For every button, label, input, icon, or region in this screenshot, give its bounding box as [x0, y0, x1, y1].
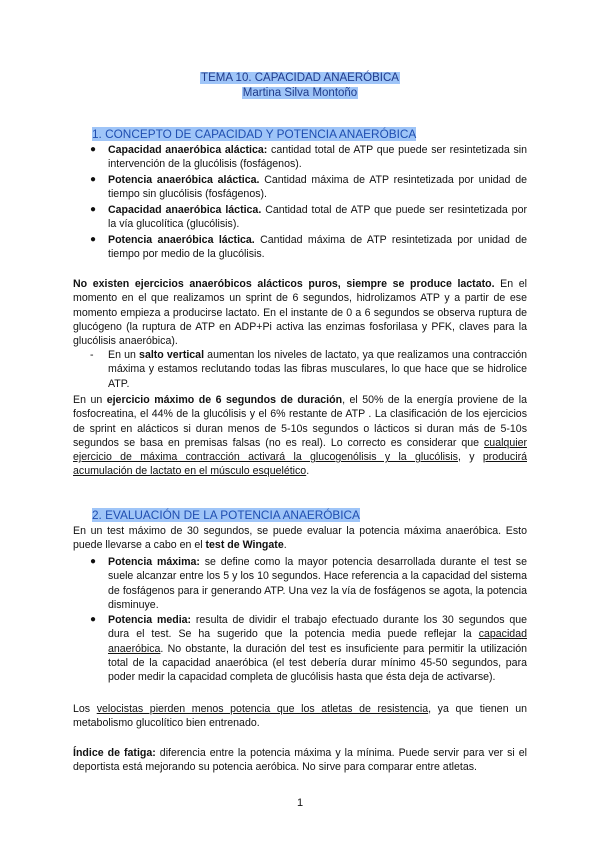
list-item: ● Potencia anaeróbica aláctica. Cantidad máxima de ATP resintetizada por unidad de tiempo sin glucólisis (fosfágenos).	[90, 174, 527, 201]
bullet-icon: ●	[90, 174, 97, 185]
list-item-dash: - En un salto vertical aumentan los niveles de lactato, ya que realizamos una contracción máxima y estamos reclutando todas las fibras musculares, lo que hace que se hidrolice ATP.	[90, 349, 527, 390]
bullet-icon: ●	[90, 144, 97, 155]
section-heading-1: 1. CONCEPTO DE CAPACIDAD Y POTENCIA ANAERÓBICA	[92, 127, 417, 141]
paragraph-velocistas: Los velocistas pierden menos potencia que los atletas de resistencia, ya que tienen un metabolismo glucolítico bien entrenado.	[73, 703, 527, 730]
list-item: ● Potencia media: resulta de dividir el trabajo efectuado durante los 30 segundos que dura el test. Se ha sugerido que la potencia media puede reflejar la capacidad anaeróbica. No obstante, la duración del test es insuficiente para permitir la utilización total de la capacidad anaeróbica (el test debería durar mínimo 45-50 segundos, para poder medir la capacidad completa de glucólisis hasta que ésta deja de activarse).	[90, 614, 528, 684]
page-number: 1	[296, 797, 304, 809]
bullet-icon: ●	[90, 556, 97, 567]
bullet-icon: ●	[90, 614, 97, 625]
list-item: ● Capacidad anaeróbica láctica. Cantidad total de ATP que puede ser resintetizada por la vía glucolítica (glucólisis).	[90, 204, 527, 231]
paragraph-intro-wingate: En un test máximo de 30 segundos, se puede evaluar la potencia máxima anaeróbica. Esto puede llevarse a cabo en el test de Wingate.	[73, 525, 527, 552]
dash-marker: -	[90, 349, 94, 361]
bullet-icon: ●	[90, 204, 97, 215]
list-item: ● Potencia máxima: se define como la mayor potencia desarrollada durante el test se suele alcanzar entre los 5 y los 10 segundos. Hace referencia a la capacidad del sistema de fosfágenos para ir generando ATP. Una vez la vía de fosfágenos se agota, la potencia disminuye.	[90, 556, 527, 611]
paragraph-lactato: No existen ejercicios anaeróbicos alácticos puros, siempre se produce lactato. En el momento en el que realizamos un sprint de 6 segundos, hidrolizamos ATP y a partir de ese momento empieza a producirse lactato. En el instante de 0 a 6 segundos se observa ruptura de glucógeno (la ruptura de ATP en ADP+Pi activa las enzimas fosforilasa y PFK, claves para la glucólisis anaeróbica).	[73, 278, 527, 348]
document-title: TEMA 10. CAPACIDAD ANAERÓBICA	[201, 72, 399, 84]
list-item: ● Capacidad anaeróbica aláctica: cantidad total de ATP que puede ser resintetizada sin intervención de la glucólisis (fosfágenos).	[90, 144, 527, 171]
list-item: ● Potencia anaeróbica láctica. Cantidad máxima de ATP resintetizada por unidad de tiempo por medio de la glucólisis.	[90, 234, 527, 261]
section-heading-2: 2. EVALUACIÓN DE LA POTENCIA ANAERÓBICA	[92, 508, 360, 522]
bullet-icon: ●	[90, 234, 97, 245]
document-author: Martina Silva Montoño	[242, 87, 358, 99]
paragraph-indice-fatiga: Índice de fatiga: diferencia entre la potencia máxima y la mínima. Puede servir para ver si el deportista está mejorando su potencia aeróbica. No sirve para comparar entre atletas.	[73, 747, 527, 774]
paragraph-ejercicio-maximo: En un ejercicio máximo de 6 segundos de duración, el 50% de la energía proviene de la fosfocreatina, el 44% de la glucólisis y el 6% restante de ATP . La clasificación de los ejercicios de sprint en alácticos si duran menos de 5-10s segundos o lácticos si duran más de 5-10s segundos se basa en premisas falsas (no es real). Lo correcto es considerar que cualquier ejercicio de máxima contracción activará la glucogenólisis y la glucólisis, y producirá acumulación de lactato en el músculo esquelético.	[73, 394, 527, 478]
